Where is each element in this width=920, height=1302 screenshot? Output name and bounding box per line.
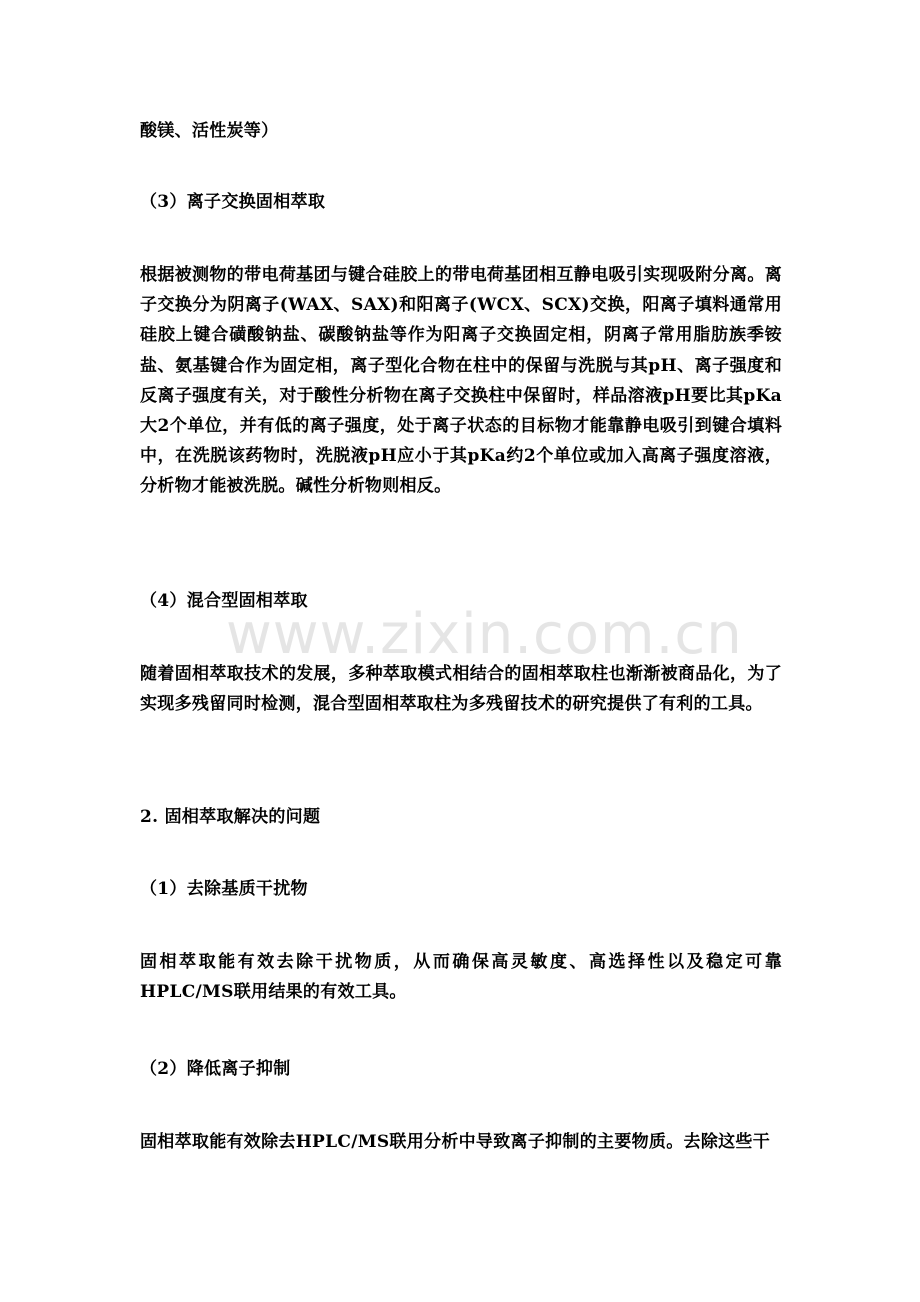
heading-reduce-ion-suppression: （2）降低离子抑制: [140, 1059, 291, 1079]
paragraph-mixed-mode: 随着固相萃取技术的发展，多种萃取模式相结合的固相萃取柱也渐渐被商品化，为了实现多残留同时检测，混合型固相萃取柱为多残留技术的研究提供了有利的工具。: [140, 664, 782, 715]
section-title-problems-solved: 2. 固相萃取解决的问题: [140, 807, 321, 827]
text-fragment-top: 酸镁、活性炭等）: [140, 121, 279, 141]
paragraph-remove-interference: 固相萃取能有效去除干扰物质，从而确保高灵敏度、高选择性以及稳定可靠HPLC/MS联用结果的有效工具。: [140, 952, 782, 1003]
heading-remove-matrix-interference: （1）去除基质干扰物: [140, 879, 308, 899]
watermark-text: www.zixin.com.cn: [226, 602, 743, 667]
heading-ion-exchange-spe: （3）离子交换固相萃取: [140, 192, 326, 212]
paragraph-ion-exchange: 根据被测物的带电荷基团与键合硅胶上的带电荷基团相互静电吸引实现吸附分离。离子交换分为阴离子(WAX、SAX)和阳离子(WCX、SCX)交换，阳离子填料通常用硅胶上键合磺酸钠盐、碳酸钠盐等作为阳离子交换固定相，阴离子常用脂肪族季铵盐、氨基键合作为固定相，离子型化合物在柱中的保留与洗脱与其pH、离子强度和反离子强度有关，对于酸性分析物在离子交换柱中保留时，样品溶液pH要比其pKa大2个单位，并有低的离子强度，处于离子状态的目标物才能靠静电吸引到键合填料中，在洗脱该药物时，洗脱液pH应小于其pKa约2个单位或加入高离子强度溶液，分析物才能被洗脱。碱性分析物则相反。: [140, 265, 782, 497]
paragraph-reduce-suppression: 固相萃取能有效除去HPLC/MS联用分析中导致离子抑制的主要物质。去除这些干: [140, 1132, 771, 1152]
heading-mixed-mode-spe: （4）混合型固相萃取: [140, 591, 308, 611]
